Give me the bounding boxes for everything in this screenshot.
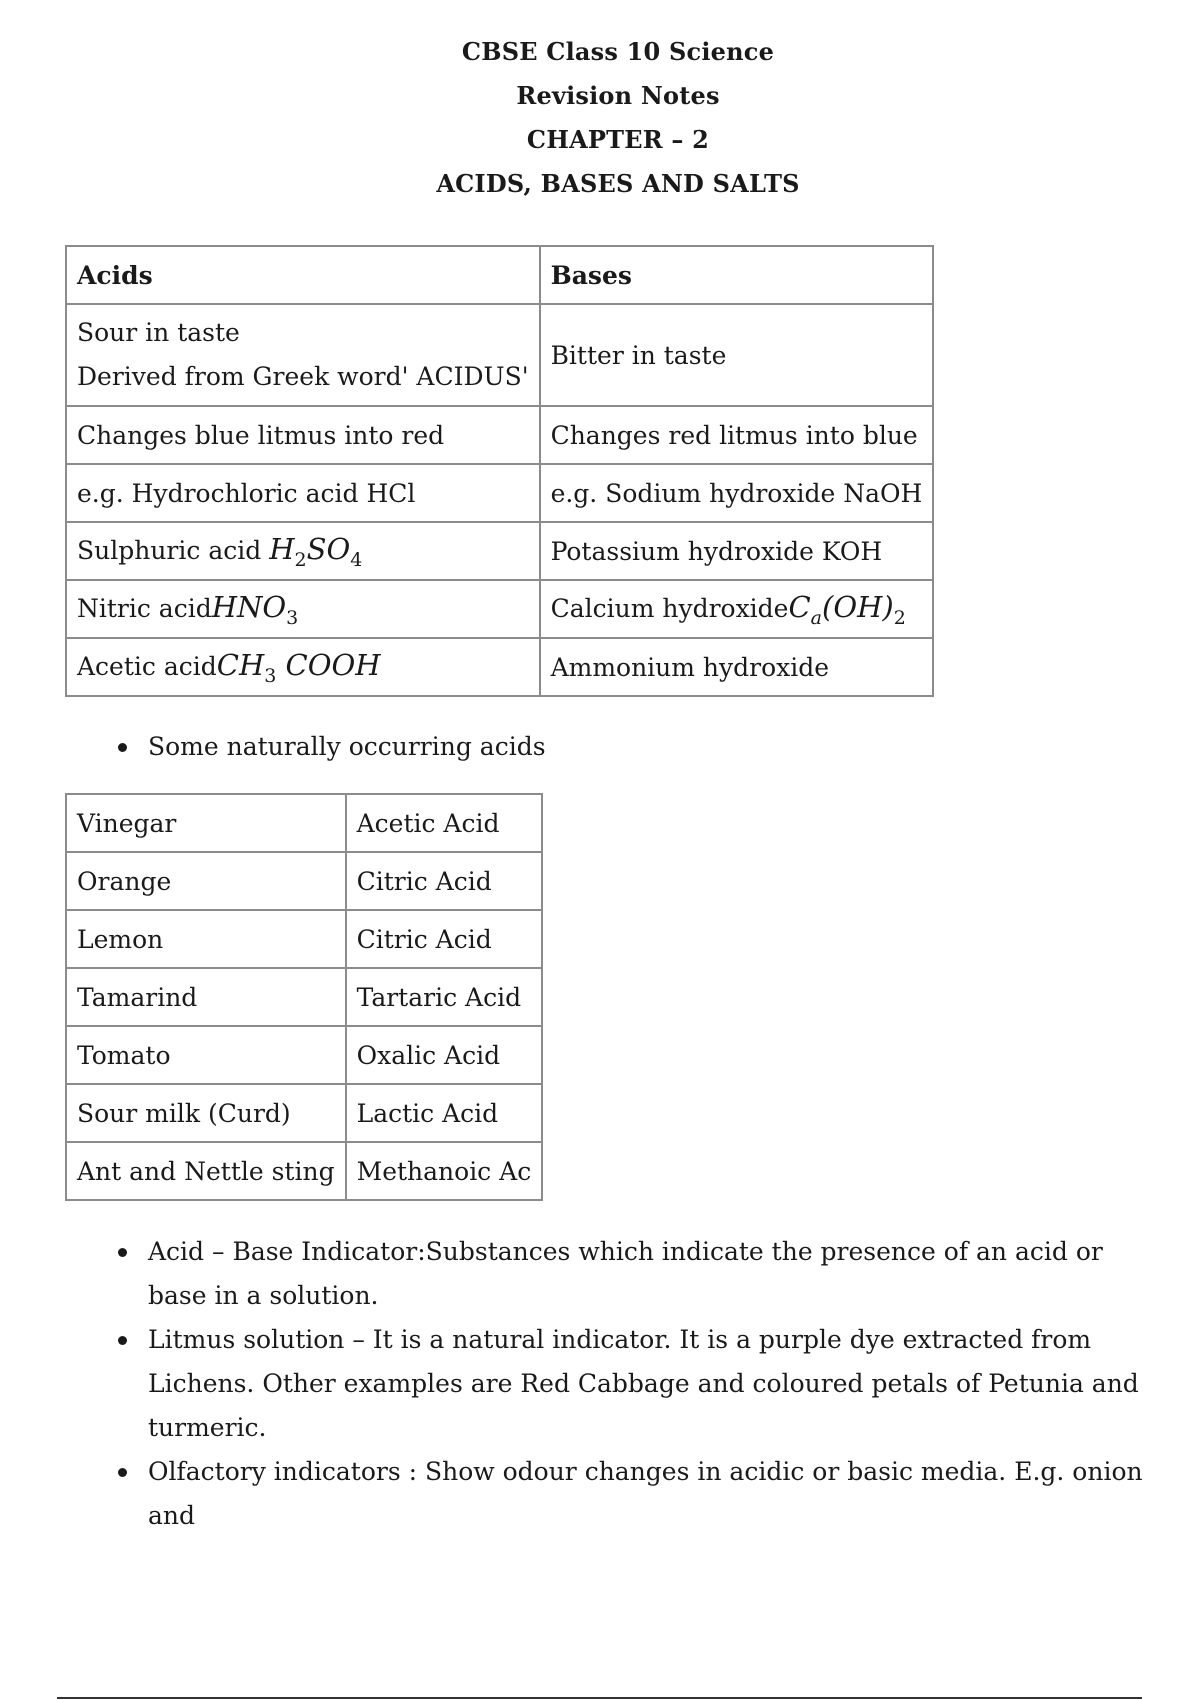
acid-cell: [66, 638, 540, 696]
acids-bases-table: [65, 245, 934, 697]
table-row: [66, 910, 542, 968]
acid-formula: $HNO_3$: [211, 589, 299, 629]
column-header-bases: Bases: [540, 246, 934, 304]
acid-cell: Methanoic Ac: [346, 1142, 543, 1200]
table-row: [66, 522, 933, 580]
table-row: [66, 1142, 542, 1200]
acid-cell: Oxalic Acid: [346, 1026, 543, 1084]
acid-cell: [66, 304, 540, 406]
base-name: Calcium hydroxide: [550, 593, 789, 623]
acid-cell: Citric Acid: [346, 910, 543, 968]
source-cell: Lemon: [66, 910, 346, 968]
base-cell: Changes red litmus into blue: [540, 406, 934, 464]
table-row: [66, 638, 933, 696]
natural-acids-table: [65, 793, 543, 1201]
base-cell: e.g. Sodium hydroxide NaOH: [540, 464, 934, 522]
table-row: [66, 464, 933, 522]
source-cell: Orange: [66, 852, 346, 910]
acid-name: Sulphuric acid: [77, 535, 270, 565]
header-chapter: CHAPTER – 2: [526, 125, 710, 154]
acid-cell: e.g. Hydrochloric acid HCl: [66, 464, 540, 522]
source-cell: Sour milk (Curd): [66, 1084, 346, 1142]
table-row: [66, 794, 542, 852]
table-row: [66, 304, 933, 406]
source-cell: Ant and Nettle sting: [66, 1142, 346, 1200]
table-row: [66, 406, 933, 464]
acid-cell: Changes blue litmus into red: [66, 406, 540, 464]
acid-property: Sour in taste: [77, 318, 240, 347]
table-row: [66, 1026, 542, 1084]
acid-cell: Acetic Acid: [346, 794, 543, 852]
base-cell: Potassium hydroxide KOH: [540, 522, 934, 580]
column-header-acids: Acids: [66, 246, 540, 304]
table-row: [66, 852, 542, 910]
acid-cell: Tartaric Acid: [346, 968, 543, 1026]
list-item: Some naturally occurring acids: [110, 725, 546, 769]
footer-divider: [57, 1697, 1142, 1699]
source-cell: Tomato: [66, 1026, 346, 1084]
source-cell: Vinegar: [66, 794, 346, 852]
source-cell: Tamarind: [66, 968, 346, 1026]
header-subject: CBSE Class 10 Science: [461, 37, 775, 66]
list-item: Olfactory indicators : Show odour changes in acidic or basic media. E.g. onion and: [110, 1450, 1150, 1538]
base-cell: [540, 580, 934, 638]
acid-cell: [66, 580, 540, 638]
acid-cell: Citric Acid: [346, 852, 543, 910]
table-row: [66, 1084, 542, 1142]
acid-name: Nitric acid: [77, 593, 212, 623]
table-row: [66, 968, 542, 1026]
list-item: Litmus solution – It is a natural indicator. It is a purple dye extracted from Lichens. Other examples are Red Cabbage and coloured petals of Petunia and turmeric.: [110, 1318, 1150, 1450]
list-item: Acid – Base Indicator:Substances which indicate the presence of an acid or base in a solution.: [110, 1230, 1150, 1318]
acid-property: Derived from Greek word' ACIDUS': [77, 362, 529, 391]
table-header-row: [66, 246, 933, 304]
document-header: [0, 30, 1200, 206]
acid-name: Acetic acid: [77, 651, 217, 681]
acid-cell: [66, 522, 540, 580]
header-chapter-title: ACIDS, BASES AND SALTS: [436, 169, 800, 198]
acid-formula: $CH_3$ COOH: [216, 647, 381, 687]
acid-cell: Lactic Acid: [346, 1084, 543, 1142]
natural-acids-bullet: [110, 725, 546, 769]
base-cell: Bitter in taste: [540, 304, 934, 406]
table-row: [66, 580, 933, 638]
acid-formula: $H_2SO_4$: [269, 531, 363, 571]
base-cell: Ammonium hydroxide: [540, 638, 934, 696]
header-notes: Revision Notes: [516, 81, 720, 110]
base-formula: $C_a(OH)_2$: [788, 589, 906, 629]
indicator-bullets: [110, 1230, 1150, 1538]
